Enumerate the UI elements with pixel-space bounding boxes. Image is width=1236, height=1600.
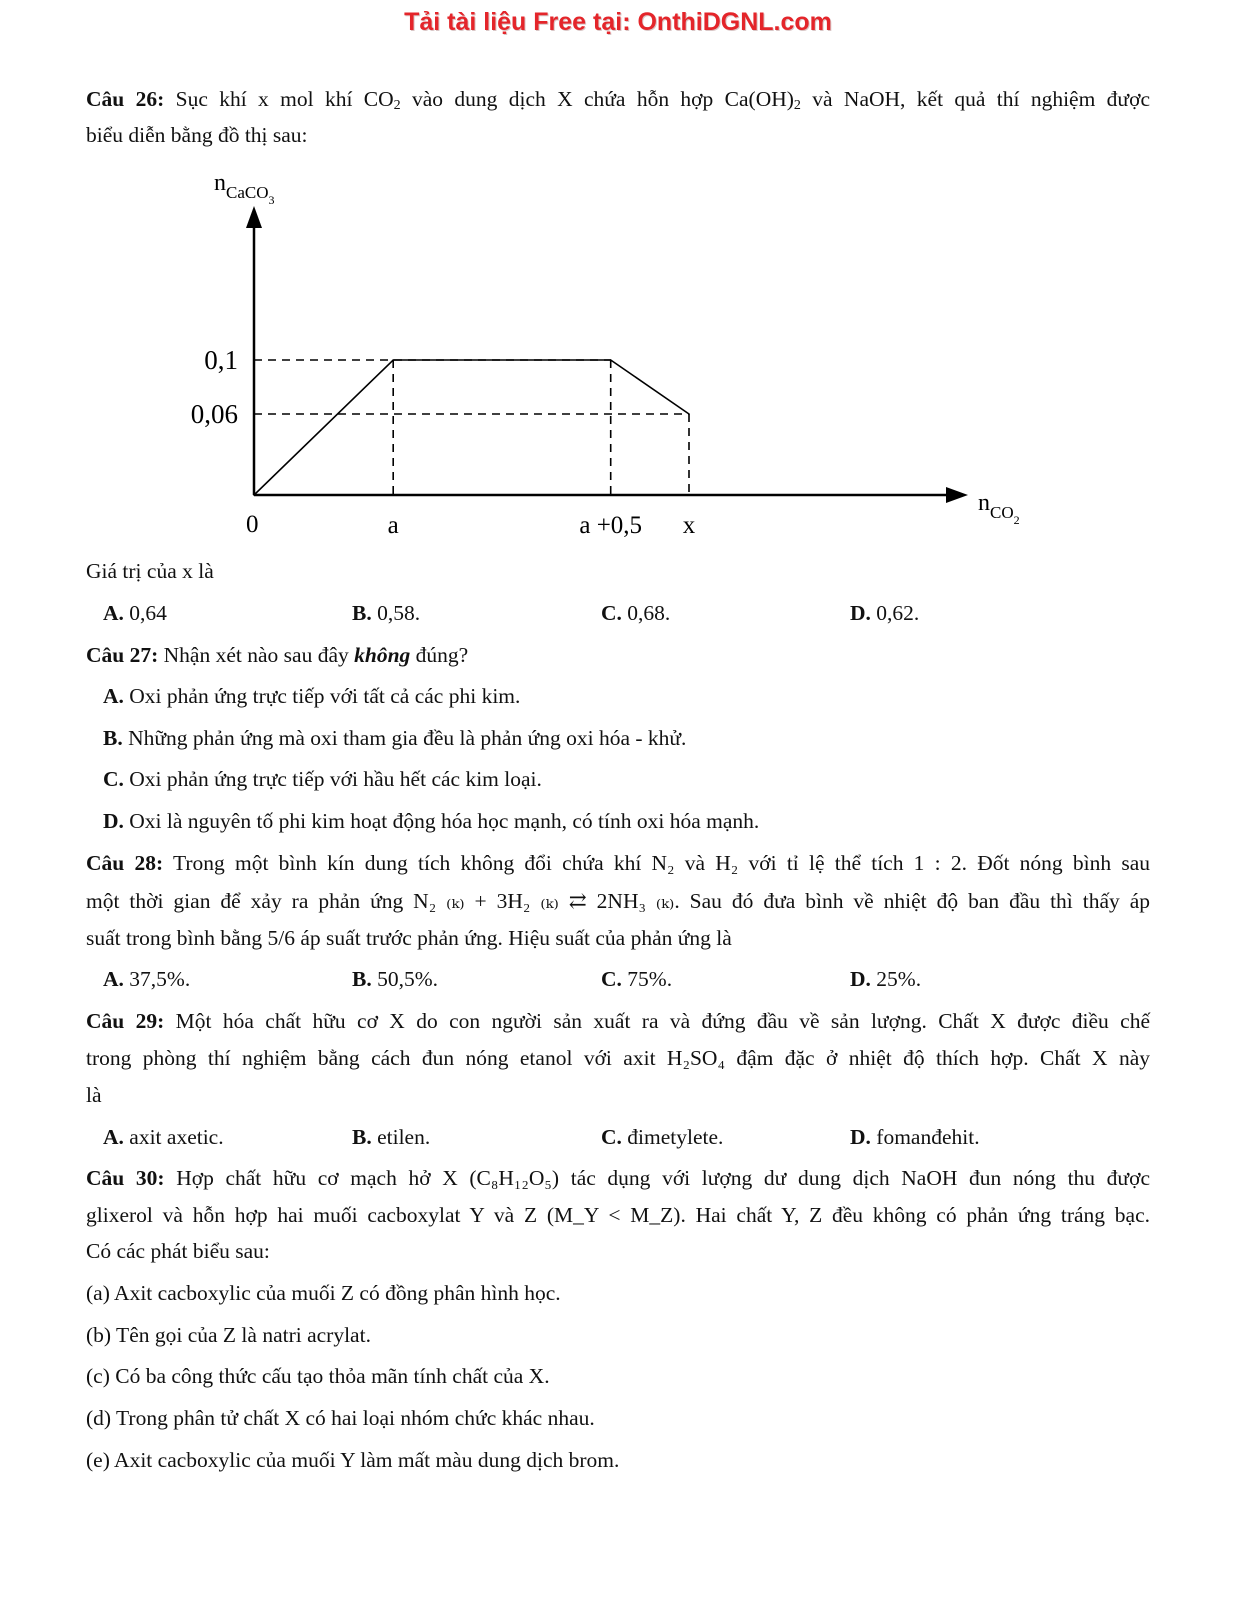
q28-line3: suất trong bình bằng 5/6 áp suất trước phản ứng. Hiệu suất của phản ứng là [86, 926, 732, 950]
option-text: Oxi phản ứng trực tiếp với tất cả các phi kim. [129, 684, 521, 708]
q27-number: Câu 27: [86, 643, 159, 667]
option-letter: D. [103, 809, 124, 833]
q27-stem-emphasis: không [354, 643, 411, 667]
option-text: 37,5%. [129, 967, 191, 991]
option-letter: A. [103, 684, 124, 708]
option-letter: A. [103, 601, 124, 625]
q29-line1 [86, 1006, 1150, 1036]
option-letter: B. [352, 967, 372, 991]
q27-stem-b: đúng? [410, 643, 469, 667]
q30-line3: Có các phát biểu sau: [86, 1239, 270, 1263]
y-axis-label-subsub: 3 [268, 193, 275, 207]
q26-chart [150, 160, 1070, 550]
q28-option-d[interactable] [850, 964, 921, 994]
option-letter: B. [103, 726, 123, 750]
q30-line1 [86, 1163, 1150, 1193]
q29-text-1: Một hóa chất hữu cơ X do con người sản xuất ra và đứng đầu về sản lượng. Chất X được điều chế [175, 1009, 1151, 1033]
q26-question: Giá trị của x là [86, 559, 214, 583]
x-axis-label-sub: CO [990, 503, 1014, 522]
q29-option-b[interactable] [352, 1122, 430, 1152]
q26-option-a[interactable] [103, 598, 167, 628]
q30-statement-e: (e) Axit cacboxylic của muối Y làm mất màu dung dịch brom. [86, 1448, 620, 1472]
q30-statement-a: (a) Axit cacboxylic của muối Z có đồng phân hình học. [86, 1281, 561, 1305]
x-axis-label-subsub: 2 [1013, 513, 1020, 527]
y-axis-label-sub: CaCO [226, 183, 269, 202]
q26-line1 [86, 84, 1150, 114]
x-tick-label: x [682, 512, 696, 539]
data-point [610, 359, 612, 361]
q26-option-d[interactable] [850, 598, 919, 628]
q27-option-b[interactable] [103, 723, 686, 753]
x-axis-label-main: n [978, 490, 990, 516]
option-text: 0,58. [377, 601, 421, 625]
option-text: đimetylete. [627, 1125, 724, 1149]
q26-text-c: và NaOH, kết quả thí nghiệm được [800, 87, 1150, 111]
option-text: Oxi phản ứng trực tiếp với hầu hết các kim loại. [129, 767, 542, 791]
q30-statement-c: (c) Có ba công thức cấu tạo thỏa mãn tính chất của X. [86, 1364, 550, 1388]
q28-text-1: Trong một bình kín dung tích không đổi chứa khí N₂ và H₂ với tỉ lệ thể tích 1 : 2. Đốt nóng bình sau [172, 851, 1150, 875]
option-letter: C. [601, 967, 622, 991]
q28-option-a[interactable] [103, 964, 190, 994]
q29-option-d[interactable] [850, 1122, 980, 1152]
q26-number: Câu 26: [86, 87, 165, 111]
origin-label: 0 [246, 511, 259, 538]
option-text: 0,64 [129, 601, 167, 625]
data-series-line [254, 360, 689, 495]
option-letter: A. [103, 967, 124, 991]
data-point [253, 494, 255, 496]
data-point [392, 359, 394, 361]
option-letter: D. [850, 601, 871, 625]
q28-number: Câu 28: [86, 851, 164, 875]
q30-text-1: Hợp chất hữu cơ mạch hở X (C₈H₁₂O₅) tác dụng với lượng dư dung dịch NaOH đun nóng thu được [176, 1166, 1150, 1190]
y-axis-label-main: n [214, 170, 226, 196]
option-letter: A. [103, 1125, 124, 1149]
option-letter: C. [601, 1125, 622, 1149]
option-letter: B. [352, 1125, 372, 1149]
x-tick-label: a [387, 512, 399, 539]
q26-line2: biểu diễn bằng đồ thị sau: [86, 123, 308, 147]
data-point [688, 413, 690, 415]
q26-option-c[interactable] [601, 598, 670, 628]
option-letter: C. [103, 767, 124, 791]
q26-text-a: Sục khí x mol khí CO [175, 87, 394, 111]
q27-option-d[interactable] [103, 806, 759, 836]
q27-stem [86, 640, 1150, 670]
y-axis-label [214, 170, 275, 207]
option-text: 0,62. [876, 601, 920, 625]
option-text: Những phản ứng mà oxi tham gia đều là phản ứng oxi hóa - khử. [128, 726, 687, 750]
x-tick-label: a +0,5 [579, 512, 643, 539]
x-axis-arrow-icon [946, 487, 968, 503]
x-axis-label [978, 490, 1020, 527]
y-axis-arrow-icon [246, 206, 262, 228]
y-tick-label: 0,1 [204, 345, 238, 375]
q27-option-c[interactable] [103, 764, 542, 794]
q30-number: Câu 30: [86, 1166, 165, 1190]
option-text: Oxi là nguyên tố phi kim hoạt động hóa học mạnh, có tính oxi hóa mạnh. [129, 809, 760, 833]
q28-option-b[interactable] [352, 964, 438, 994]
q26-text-b: vào dung dịch X chứa hỗn hợp Ca(OH) [400, 87, 794, 111]
q27-stem-a: Nhận xét nào sau đây [163, 643, 355, 667]
option-letter: D. [850, 1125, 871, 1149]
q28-option-c[interactable] [601, 964, 672, 994]
source-banner[interactable]: Tải tài liệu Free tại: OnthiDGNL.com [404, 8, 832, 36]
q28-line1 [86, 848, 1150, 878]
q26-option-b[interactable] [352, 598, 420, 628]
option-text: fomanđehit. [876, 1125, 980, 1149]
option-text: etilen. [377, 1125, 431, 1149]
q29-line2: trong phòng thí nghiệm bằng cách đun nóng etanol với axit H₂SO₄ đậm đặc ở nhiệt độ thích hợp. Chất X này [86, 1046, 1150, 1070]
q29-line3: là [86, 1083, 102, 1107]
q30-line2: glixerol và hỗn hợp hai muối cacboxylat Y và Z (M_Y < M_Z). Hai chất Y, Z đều không có phản ứng tráng bạc. [86, 1203, 1150, 1227]
q27-option-a[interactable] [103, 681, 520, 711]
q28-line2: một thời gian để xảy ra phản ứng N₂ ₍ₖ₎ + 3H₂ ₍ₖ₎ ⇄ 2NH₃ ₍ₖ₎. Sau đó đưa bình về nhiệt độ ban đầu thì thấy áp [86, 889, 1150, 913]
option-letter: B. [352, 601, 372, 625]
q29-option-c[interactable] [601, 1122, 723, 1152]
y-tick-label: 0,06 [190, 399, 238, 429]
q30-statement-d: (d) Trong phân tử chất X có hai loại nhóm chức khác nhau. [86, 1406, 595, 1430]
option-text: 75%. [627, 967, 673, 991]
option-text: 25%. [876, 967, 922, 991]
option-text: axit axetic. [129, 1125, 224, 1149]
option-letter: D. [850, 967, 871, 991]
q26-sub-caoh2: 2 [793, 98, 801, 113]
option-letter: C. [601, 601, 622, 625]
option-text: 0,68. [627, 601, 671, 625]
q29-option-a[interactable] [103, 1122, 224, 1152]
q30-statement-b: (b) Tên gọi của Z là natri acrylat. [86, 1323, 371, 1347]
q29-number: Câu 29: [86, 1009, 165, 1033]
option-text: 50,5%. [377, 967, 439, 991]
q26-sub-co2: 2 [393, 98, 401, 113]
